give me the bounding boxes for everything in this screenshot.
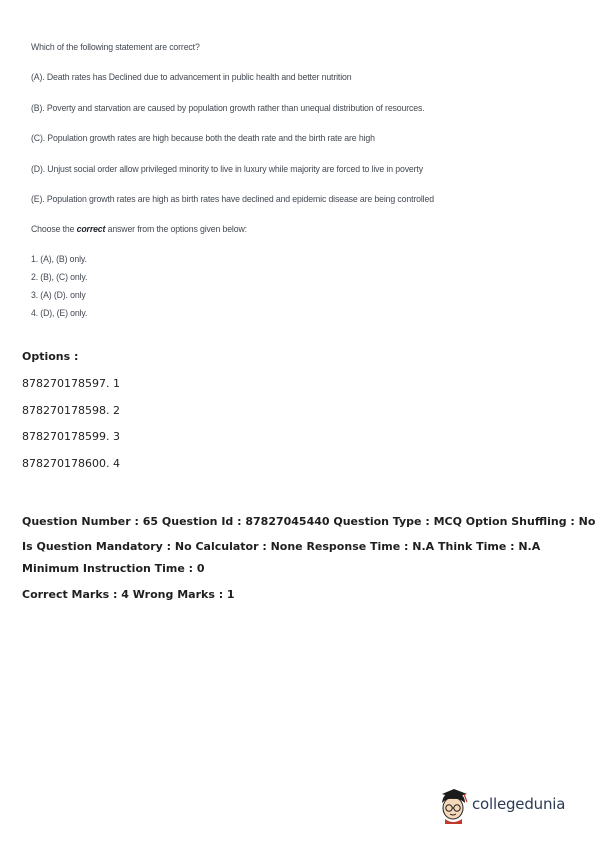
- choice-3: 3. (A) (D). only: [31, 290, 86, 301]
- meta-line-2: Is Question Mandatory : No Calculator : None Response Time : N.A Think Time : N.A: [22, 540, 541, 553]
- option-item-4: 878270178600. 4: [22, 457, 120, 470]
- instruction-prefix: Choose the: [31, 224, 77, 235]
- choice-4: 4. (D), (E) only.: [31, 308, 88, 319]
- question-prompt: Which of the following statement are correct?: [31, 42, 200, 53]
- option-item-3: 878270178599. 3: [22, 430, 120, 443]
- answer-instruction: [31, 224, 247, 235]
- statement-c: (C). Population growth rates are high because both the death rate and the birth rate are high: [31, 133, 375, 144]
- meta-line-1: Question Number : 65 Question Id : 87827045440 Question Type : MCQ Option Shuffling : No: [22, 515, 595, 528]
- option-item-1: 878270178597. 1: [22, 377, 120, 390]
- statement-d: (D). Unjust social order allow privileged minority to live in luxury while majority are forced to live in poverty: [31, 164, 423, 175]
- choice-1: 1. (A), (B) only.: [31, 254, 87, 265]
- collegedunia-logo: [436, 786, 576, 826]
- options-title: Options :: [22, 350, 79, 363]
- choice-2: 2. (B), (C) only.: [31, 272, 88, 283]
- statement-b: (B). Poverty and starvation are caused by population growth rather than unequal distribution of resources.: [31, 103, 425, 114]
- statement-a: (A). Death rates has Declined due to advancement in public health and better nutrition: [31, 72, 352, 83]
- instruction-suffix: answer from the options given below:: [105, 224, 247, 235]
- option-item-2: 878270178598. 2: [22, 404, 120, 417]
- instruction-emphasis: correct: [76, 224, 106, 235]
- logo-text: collegedunia: [472, 795, 566, 813]
- graduate-mascot-icon: [436, 786, 472, 826]
- meta-line-3: Minimum Instruction Time : 0: [22, 562, 205, 575]
- statement-e: (E). Population growth rates are high as birth rates have declined and epidemic disease are being controlled: [31, 194, 434, 205]
- meta-line-4: Correct Marks : 4 Wrong Marks : 1: [22, 588, 235, 601]
